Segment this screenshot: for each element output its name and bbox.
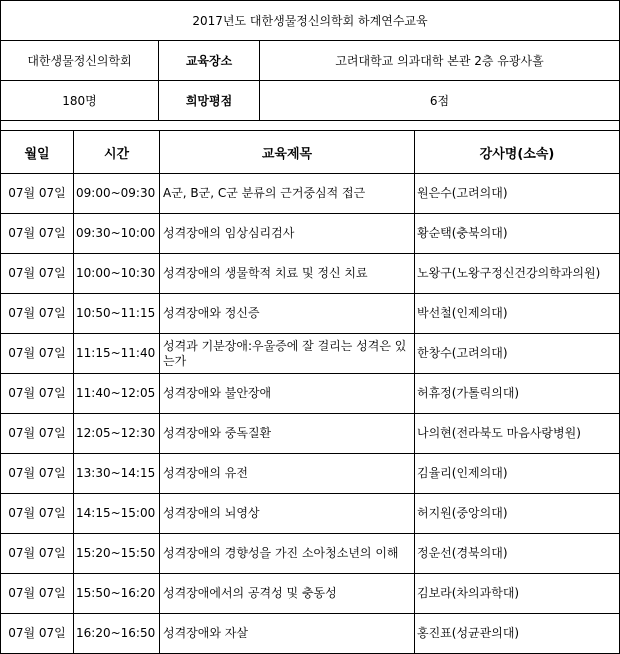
session-title: 성격과 기분장애:우울증에 잘 걸리는 성격은 있는가 [160, 334, 415, 374]
session-lecturer: 김율리(인제의대) [415, 454, 620, 494]
session-lecturer: 황순택(충북의대) [415, 214, 620, 254]
session-time: 14:15~15:00 [74, 494, 160, 534]
session-title: 성격장애의 뇌영상 [160, 494, 415, 534]
session-date: 07월 07일 [1, 254, 74, 294]
session-time: 10:50~11:15 [74, 294, 160, 334]
session-time: 15:20~15:50 [74, 534, 160, 574]
table-row [1, 454, 620, 494]
table-row [1, 494, 620, 534]
session-lecturer: 한창수(고려의대) [415, 334, 620, 374]
session-time: 11:40~12:05 [74, 374, 160, 414]
table-row [1, 334, 620, 374]
session-date: 07월 07일 [1, 414, 74, 454]
table-row [1, 574, 620, 614]
col-header-date: 월일 [1, 131, 74, 174]
table-row [1, 294, 620, 334]
session-title: 성격장애와 자살 [160, 614, 415, 654]
session-date: 07월 07일 [1, 294, 74, 334]
session-title: 성격장애의 경향성을 가진 소아청소년의 이해 [160, 534, 415, 574]
session-title: A군, B군, C군 분류의 근거중심적 접근 [160, 174, 415, 214]
session-date: 07월 07일 [1, 534, 74, 574]
session-lecturer: 정운선(경북의대) [415, 534, 620, 574]
session-time: 11:15~11:40 [74, 334, 160, 374]
session-title: 성격장애와 정신증 [160, 294, 415, 334]
session-date: 07월 07일 [1, 614, 74, 654]
table-row [1, 174, 620, 214]
session-date: 07월 07일 [1, 374, 74, 414]
session-time: 16:20~16:50 [74, 614, 160, 654]
col-header-time: 시간 [74, 131, 160, 174]
session-time: 13:30~14:15 [74, 454, 160, 494]
session-time: 09:00~09:30 [74, 174, 160, 214]
session-date: 07월 07일 [1, 214, 74, 254]
course-title: 2017년도 대한생물정신의학회 하계연수교육 [1, 1, 620, 41]
col-header-title: 교육제목 [160, 131, 415, 174]
course-info-table [0, 0, 620, 121]
table-row [1, 374, 620, 414]
session-title: 성격장애의 유전 [160, 454, 415, 494]
session-date: 07월 07일 [1, 334, 74, 374]
session-title: 성격장애와 불안장애 [160, 374, 415, 414]
session-lecturer: 홍진표(성균관의대) [415, 614, 620, 654]
session-date: 07월 07일 [1, 454, 74, 494]
session-lecturer: 김보라(차의과학대) [415, 574, 620, 614]
col-header-lecturer: 강사명(소속) [415, 131, 620, 174]
session-time: 12:05~12:30 [74, 414, 160, 454]
venue-label: 교육장소 [159, 41, 260, 81]
session-lecturer: 나의현(전라북도 마음사랑병원) [415, 414, 620, 454]
session-title: 성격장애의 생물학적 치료 및 정신 치료 [160, 254, 415, 294]
table-row [1, 534, 620, 574]
table-row [1, 214, 620, 254]
table-row [1, 254, 620, 294]
session-lecturer: 허휴정(가톨릭의대) [415, 374, 620, 414]
table-spacer [0, 120, 620, 130]
session-date: 07월 07일 [1, 574, 74, 614]
session-date: 07월 07일 [1, 494, 74, 534]
session-lecturer: 박선철(인제의대) [415, 294, 620, 334]
venue-value: 고려대학교 의과대학 본관 2층 유광사홀 [260, 41, 620, 81]
session-title: 성격장애와 중독질환 [160, 414, 415, 454]
session-lecturer: 허지원(중앙의대) [415, 494, 620, 534]
schedule-header-row [1, 131, 620, 174]
organization-name: 대한생물정신의학회 [1, 41, 159, 81]
table-row [1, 614, 620, 654]
session-time: 09:30~10:00 [74, 214, 160, 254]
points-value: 6점 [260, 81, 620, 121]
session-lecturer: 원은수(고려의대) [415, 174, 620, 214]
session-date: 07월 07일 [1, 174, 74, 214]
points-label: 희망평점 [159, 81, 260, 121]
schedule-table [0, 130, 620, 654]
session-lecturer: 노왕구(노왕구정신건강의학과의원) [415, 254, 620, 294]
capacity-value: 180명 [1, 81, 159, 121]
session-time: 15:50~16:20 [74, 574, 160, 614]
session-time: 10:00~10:30 [74, 254, 160, 294]
session-title: 성격장애의 임상심리검사 [160, 214, 415, 254]
table-row [1, 414, 620, 454]
session-title: 성격장애에서의 공격성 및 충동성 [160, 574, 415, 614]
